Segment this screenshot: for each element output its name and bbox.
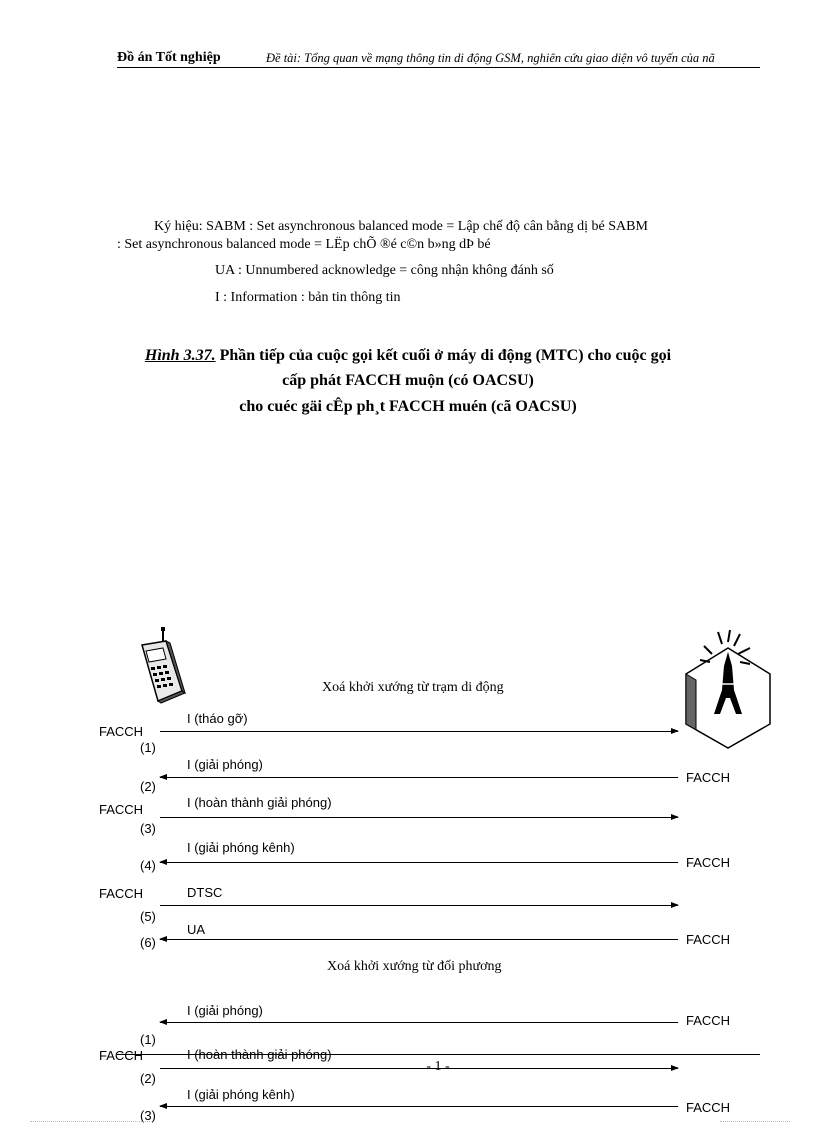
facch-label: FACCH — [686, 1100, 731, 1115]
figure-caption-line-1 — [0, 347, 816, 365]
step-number: (3) — [140, 821, 156, 836]
facch-label: FACCH — [686, 770, 731, 785]
message-label: I (giải phóng) — [187, 757, 263, 772]
header-topic: Đề tài: Tổng quan về mạng thông tin di động GSM, nghiên cứu giao diện vô tuyến của nã — [266, 51, 715, 65]
message-arrow-left — [160, 777, 678, 778]
message-arrow-right — [160, 731, 678, 732]
message-label: I (hoàn thành giải phóng) — [187, 795, 332, 810]
step-number: (3) — [140, 1108, 156, 1123]
step-number: (1) — [140, 1032, 156, 1047]
section-title-mobile-initiated: Xoá khởi xướng từ trạm di động — [322, 680, 504, 695]
message-arrow-right — [160, 817, 678, 818]
header-rule — [117, 67, 760, 68]
page-edge-dots — [720, 1121, 790, 1122]
figure-caption-line-2: cấp phát FACCH muộn (có OACSU) — [282, 372, 534, 389]
step-number: (6) — [140, 935, 156, 950]
facch-label: FACCH — [99, 1048, 144, 1063]
mobile-phone-icon — [136, 627, 186, 705]
facch-label: FACCH — [686, 855, 731, 870]
step-number: (2) — [140, 1071, 156, 1086]
message-arrow-left — [160, 939, 678, 940]
facch-label: FACCH — [99, 802, 144, 817]
message-arrow-left — [160, 1022, 678, 1023]
message-label: I (tháo gỡ) — [187, 711, 248, 726]
message-arrow-right — [160, 905, 678, 906]
message-arrow-left — [160, 862, 678, 863]
message-label: I (giải phóng) — [187, 1003, 263, 1018]
legend-line-4: I : Information : bản tin thông tin — [215, 290, 401, 305]
page-edge-dots — [30, 1121, 150, 1122]
figure-label: Hình 3.37. — [144, 347, 216, 364]
facch-label: FACCH — [686, 1013, 731, 1028]
message-label: DTSC — [187, 885, 223, 900]
step-number: (2) — [140, 779, 156, 794]
page-number: - 1 - — [426, 1059, 450, 1074]
step-number: (5) — [140, 909, 156, 924]
figure-caption-line-3: cho cuéc gäi cÊp ph¸t FACCH muén (cã OACSU) — [239, 398, 577, 415]
facch-label: FACCH — [99, 886, 144, 901]
message-label: UA — [187, 922, 206, 937]
message-label: I (hoàn thành giải phóng) — [187, 1047, 332, 1062]
facch-label: FACCH — [99, 724, 144, 739]
message-label: I (giải phóng kênh) — [187, 1087, 295, 1102]
base-station-tower-icon — [682, 626, 774, 750]
section-title-remote-initiated: Xoá khởi xướng từ đối phương — [327, 959, 502, 974]
message-label: I (giải phóng kênh) — [187, 840, 295, 855]
figure-caption-text: Phần tiếp của cuộc gọi kết cuối ở máy di động (MTC) cho cuộc gọi — [215, 347, 672, 364]
legend-line-3: UA : Unnumbered acknowledge = công nhận không đánh số — [215, 263, 554, 278]
message-arrow-left — [160, 1106, 678, 1107]
header-title: Đồ án Tốt nghiệp — [117, 50, 221, 65]
step-number: (4) — [140, 858, 156, 873]
step-number: (1) — [140, 740, 156, 755]
legend-line-2: : Set asynchronous balanced mode = LËp chÕ ®é c©n b»ng dÞ bé — [117, 237, 491, 252]
legend-line-1: Ký hiệu: SABM : Set asynchronous balanced mode = Lập chế độ cân bằng dị bé SABM — [154, 219, 648, 234]
facch-label: FACCH — [686, 932, 731, 947]
